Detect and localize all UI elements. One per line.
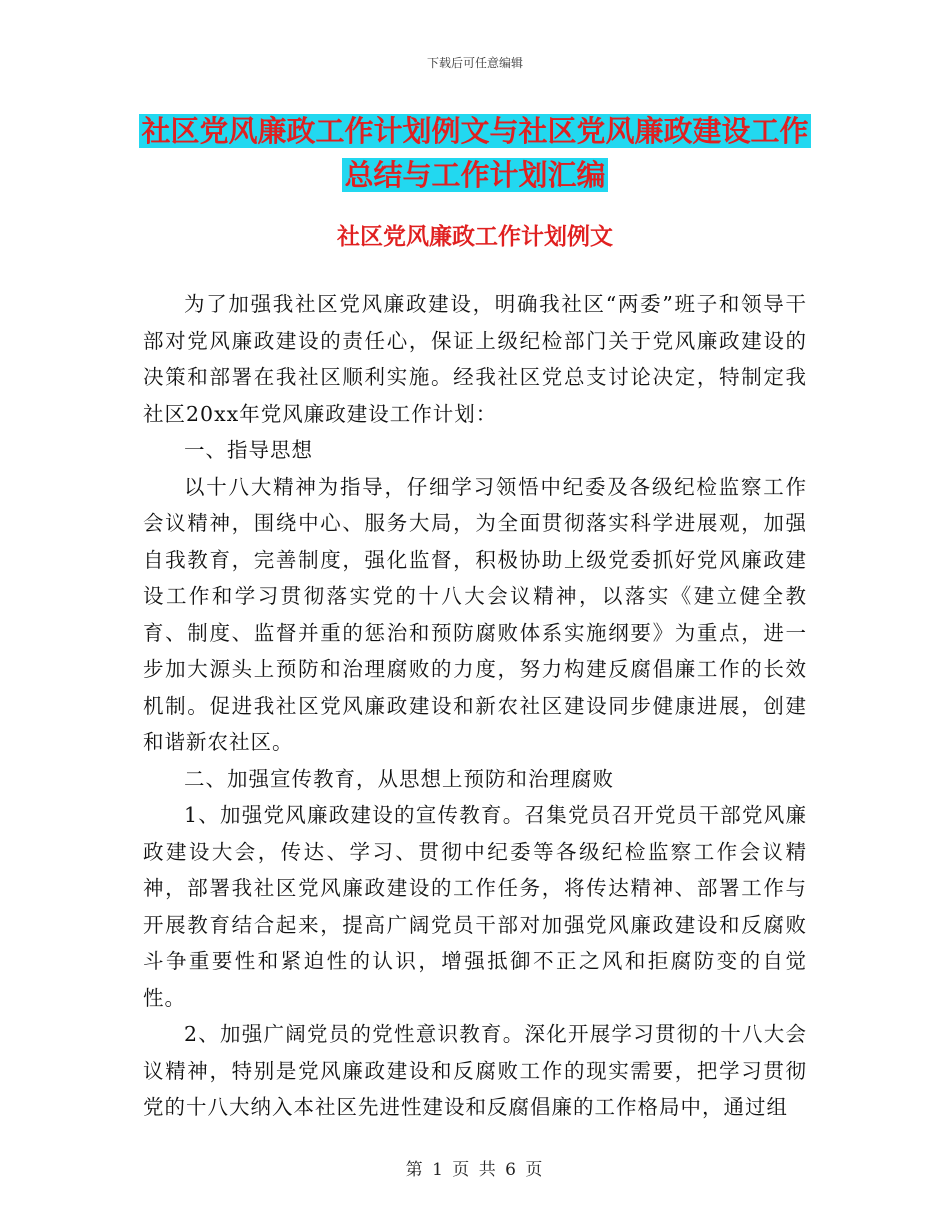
page-number: 第 1 页 共 6 页	[405, 1160, 545, 1180]
paragraph-item-2: 2、加强广阔党员的党性意识教育。深化开展学习贯彻的十八大会议精神，特别是党风廉政建设和反腐败工作的现实需要，把学习贯彻党的十八大纳入本社区先进性建设和反腐倡廉的工作格局中，通过组	[143, 1022, 807, 1119]
document-title-line-1-text: 社区党风廉政工作计划例文与社区党风廉政建设工作	[141, 114, 809, 148]
header-note: 下载后可任意编辑	[426, 56, 523, 70]
document-title-line-1	[0, 111, 950, 151]
heading-guiding-thought: 一、指导思想	[184, 438, 313, 462]
paragraph-item-1: 1、加强党风廉政建设的宣传教育。召集党员召开党员干部党风廉政建设大会，传达、学习、贯彻中纪委等各级纪检监察工作会议精神，部署我社区党风廉政建设的工作任务，将传达精神、部署工作与开展教育结合起来，提高广阔党员干部对加强党风廉政建设和反腐败斗争重要性和紧迫性的认识，增强抵御不正之风和拒腐防变的自觉性。	[143, 803, 807, 1010]
heading-publicity-education: 二、加强宣传教育，从思想上预防和治理腐败	[184, 766, 614, 791]
document-body	[143, 286, 807, 1126]
document-title-line-2	[0, 155, 950, 195]
paragraph-intro: 为了加强我社区党风廉政建设，明确我社区“两委”班子和领导干部对党风廉政建设的责任心，保证上级纪检部门关于党风廉政建设的决策和部署在我社区顺利实施。经我社区党总支讨论决定，特制定我社区20xx年党风廉政建设工作计划：	[143, 292, 807, 426]
paragraph-guiding-thought: 以十八大精神为指导，仔细学习领悟中纪委及各级纪检监察工作会议精神，围绕中心、服务大局，为全面贯彻落实科学进展观，加强自我教育，完善制度，强化监督，积极协助上级党委抓好党风廉政建设工作和学习贯彻落实党的十八大会议精神，以落实《建立健全教育、制度、监督并重的惩治和预防腐败体系实施纲要》为重点，进一步加大源头上预防和治理腐败的力度，努力构建反腐倡廉工作的长效机制。促进我社区党风廉政建设和新农社区建设同步健康进展，创建和谐新农社区。	[143, 474, 807, 754]
document-title-line-2-text: 总结与工作计划汇编	[344, 158, 606, 192]
section-title: 社区党风廉政工作计划例文	[337, 224, 613, 250]
